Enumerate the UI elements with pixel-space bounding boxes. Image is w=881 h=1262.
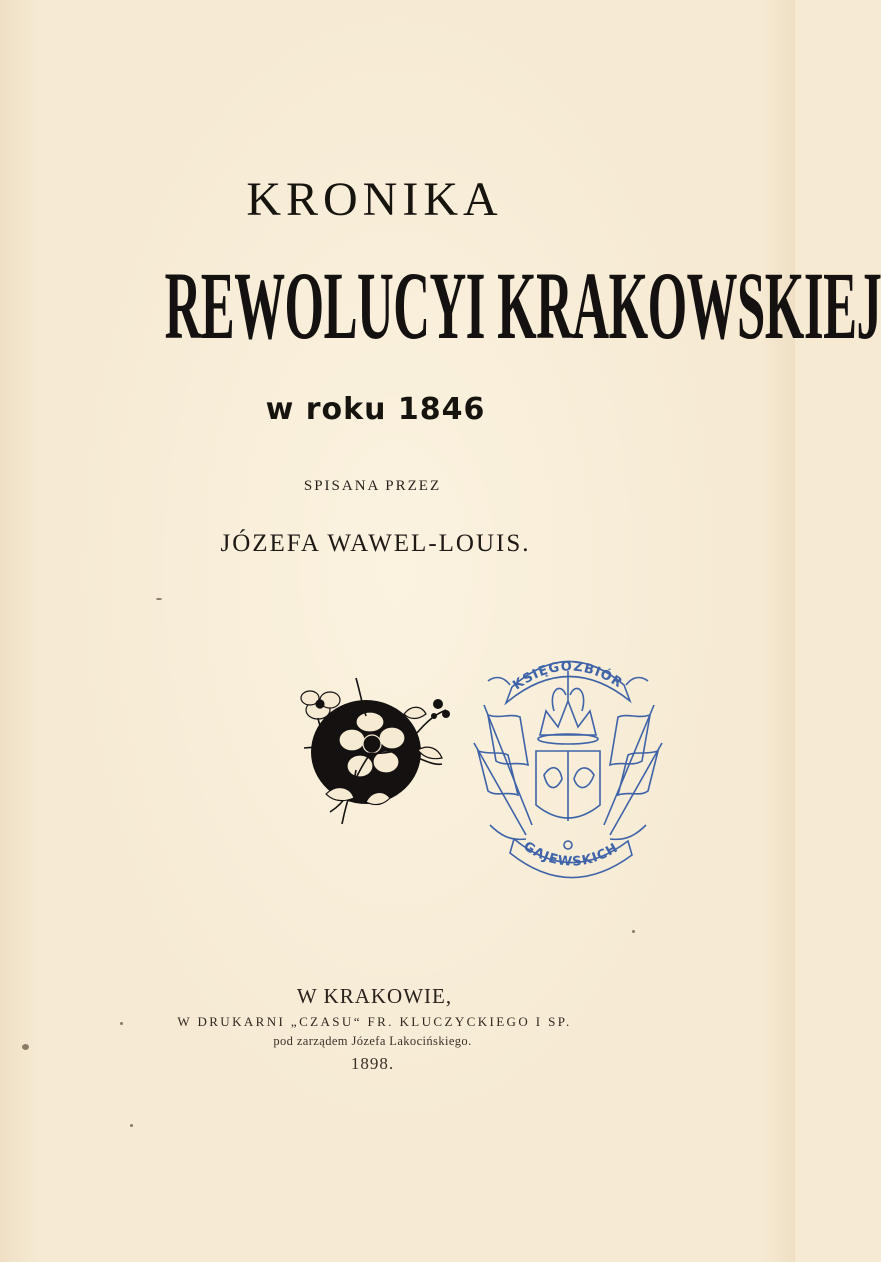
- imprint-city: W KRAKOWIE,: [296, 984, 453, 1008]
- paper-speck: [22, 1044, 29, 1050]
- byline-label: SPISANA PRZEZ: [303, 478, 442, 494]
- paper-speck: [120, 1022, 123, 1025]
- imprint-manager: pod zarządem Józefa Lakocińskiego.: [273, 1034, 472, 1048]
- paper-speck: [156, 598, 162, 600]
- title-line-2: REWOLUCYI KRAKOWSKIEJ: [164, 252, 881, 359]
- stamp-bottom-text: GAJEWSKICH: [520, 838, 622, 870]
- svg-text:GAJEWSKICH: [520, 839, 621, 870]
- paper-speck: [632, 930, 635, 933]
- paper-speck: [130, 1124, 133, 1127]
- title-line-1: KRONIKA: [246, 173, 503, 226]
- floral-ornament-icon: [296, 674, 454, 826]
- author-name: JÓZEFA WAWEL-LOUIS.: [220, 530, 531, 557]
- title-line-3: w roku 1846: [265, 392, 486, 427]
- imprint-year: 1898.: [350, 1054, 395, 1073]
- stamp-top-text: KSIĘGOZBIÓR: [510, 659, 626, 694]
- library-stamp-icon: [470, 655, 666, 887]
- imprint-press: W DRUKARNI „CZASU“ FR. KLUCZYCKIEGO I SP.: [177, 1014, 572, 1029]
